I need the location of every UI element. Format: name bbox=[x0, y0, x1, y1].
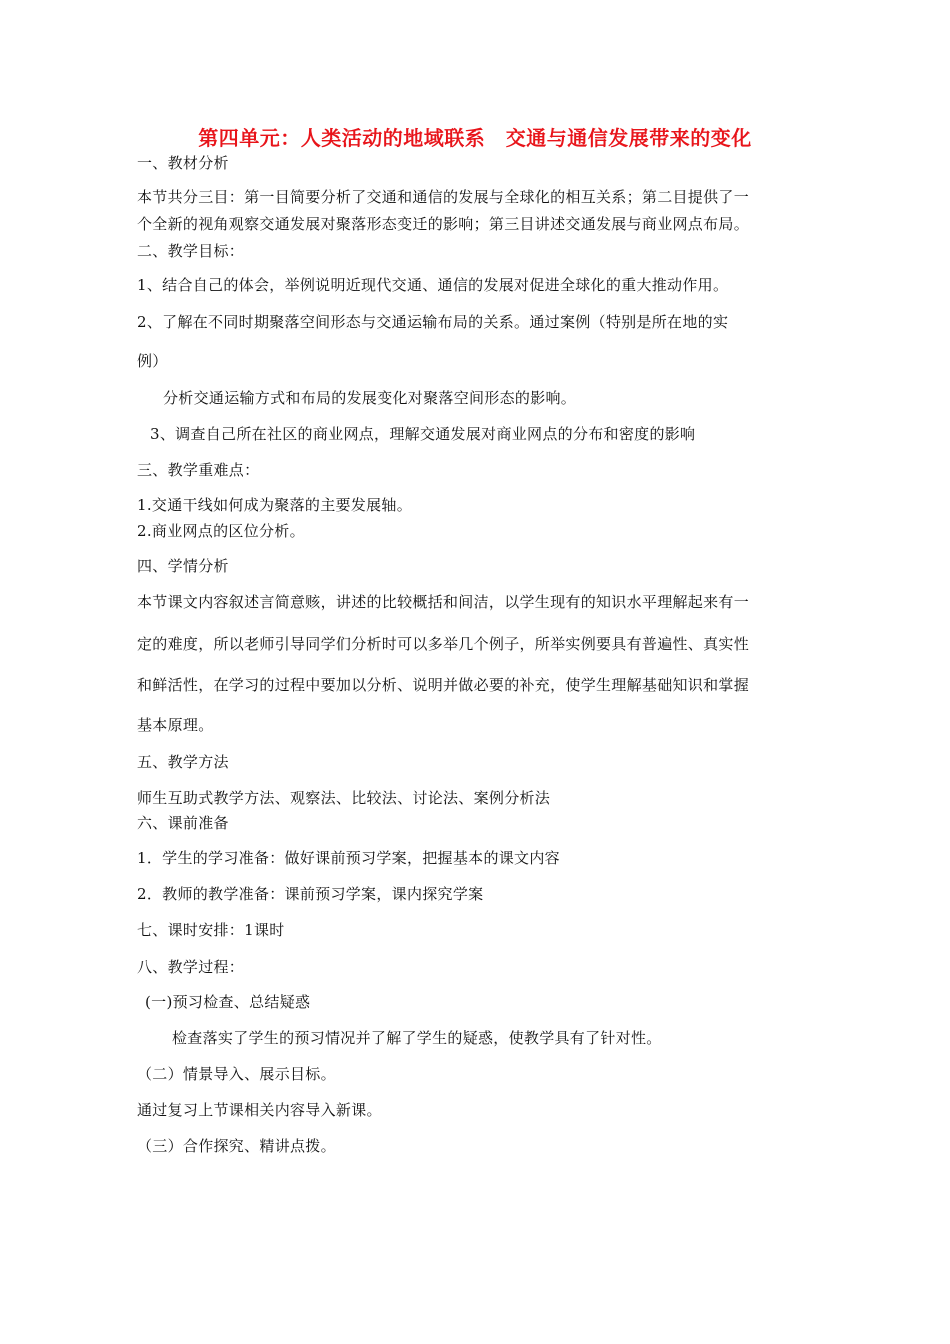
key-point-1: 1.交通干线如何成为聚落的主要发展轴。 bbox=[137, 496, 413, 514]
process-step-1: (一)预习检查、总结疑惑 bbox=[145, 993, 311, 1011]
objective-item-1: 1、结合自己的体会，举例说明近现代交通、通信的发展对促进全球化的重大推动作用。 bbox=[137, 276, 729, 294]
section-heading-1: 一、教材分析 bbox=[137, 154, 229, 172]
section-heading-8: 八、教学过程： bbox=[137, 958, 245, 976]
preparation-item-2: 2．教师的教学准备：课前预习学案，课内探究学案 bbox=[137, 885, 484, 903]
section-heading-2: 二、教学目标： bbox=[137, 242, 245, 260]
section-heading-4: 四、学情分析 bbox=[137, 557, 229, 575]
paragraph-line: 个全新的视角观察交通发展对聚落形态变迁的影响；第三目讲述交通发展与商业网点布局。 bbox=[137, 215, 750, 233]
objective-item-2: 2、了解在不同时期聚落空间形态与交通运输布局的关系。通过案例（特别是所在地的实 bbox=[137, 313, 729, 331]
objective-item-3: 3、调查自己所在社区的商业网点，理解交通发展对商业网点的分布和密度的影响 bbox=[150, 425, 696, 443]
key-point-2: 2.商业网点的区位分析。 bbox=[137, 522, 305, 540]
section-heading-3: 三、教学重难点： bbox=[137, 461, 260, 479]
paragraph-line: 本节课文内容叙述言简意赅，讲述的比较概括和间洁，以学生现有的知识水平理解起来有一 bbox=[137, 593, 750, 611]
section-heading-6: 六、课前准备 bbox=[137, 814, 229, 832]
section-heading-7: 七、课时安排：1课时 bbox=[137, 921, 285, 939]
section-heading-5: 五、教学方法 bbox=[137, 753, 229, 771]
paragraph-line: 本节共分三目：第一目简要分析了交通和通信的发展与全球化的相互关系；第二目提供了一 bbox=[137, 188, 750, 206]
paragraph-line: 和鲜活性，在学习的过程中要加以分析、说明并做必要的补充，使学生理解基础知识和掌握 bbox=[137, 676, 750, 694]
paragraph-line: 通过复习上节课相关内容导入新课。 bbox=[137, 1101, 382, 1119]
document-title: 第四单元：人类活动的地域联系 交通与通信发展带来的变化 bbox=[198, 126, 752, 150]
process-step-3: （三）合作探究、精讲点拨。 bbox=[137, 1137, 336, 1155]
paragraph-line: 基本原理。 bbox=[137, 716, 214, 734]
paragraph-line: 定的难度，所以老师引导同学们分析时可以多举几个例子，所举实例要具有普遍性、真实性 bbox=[137, 635, 750, 653]
preparation-item-1: 1．学生的学习准备：做好课前预习学案，把握基本的课文内容 bbox=[137, 849, 560, 867]
paragraph-line: 师生互助式教学方法、观察法、比较法、讨论法、案例分析法 bbox=[137, 789, 551, 807]
paragraph-line: 检查落实了学生的预习情况并了解了学生的疑惑，使教学具有了针对性。 bbox=[172, 1029, 662, 1047]
paragraph-line: 分析交通运输方式和布局的发展变化对聚落空间形态的影响。 bbox=[163, 389, 577, 407]
paragraph-line: 例） bbox=[137, 352, 168, 370]
process-step-2: （二）情景导入、展示目标。 bbox=[137, 1065, 336, 1083]
